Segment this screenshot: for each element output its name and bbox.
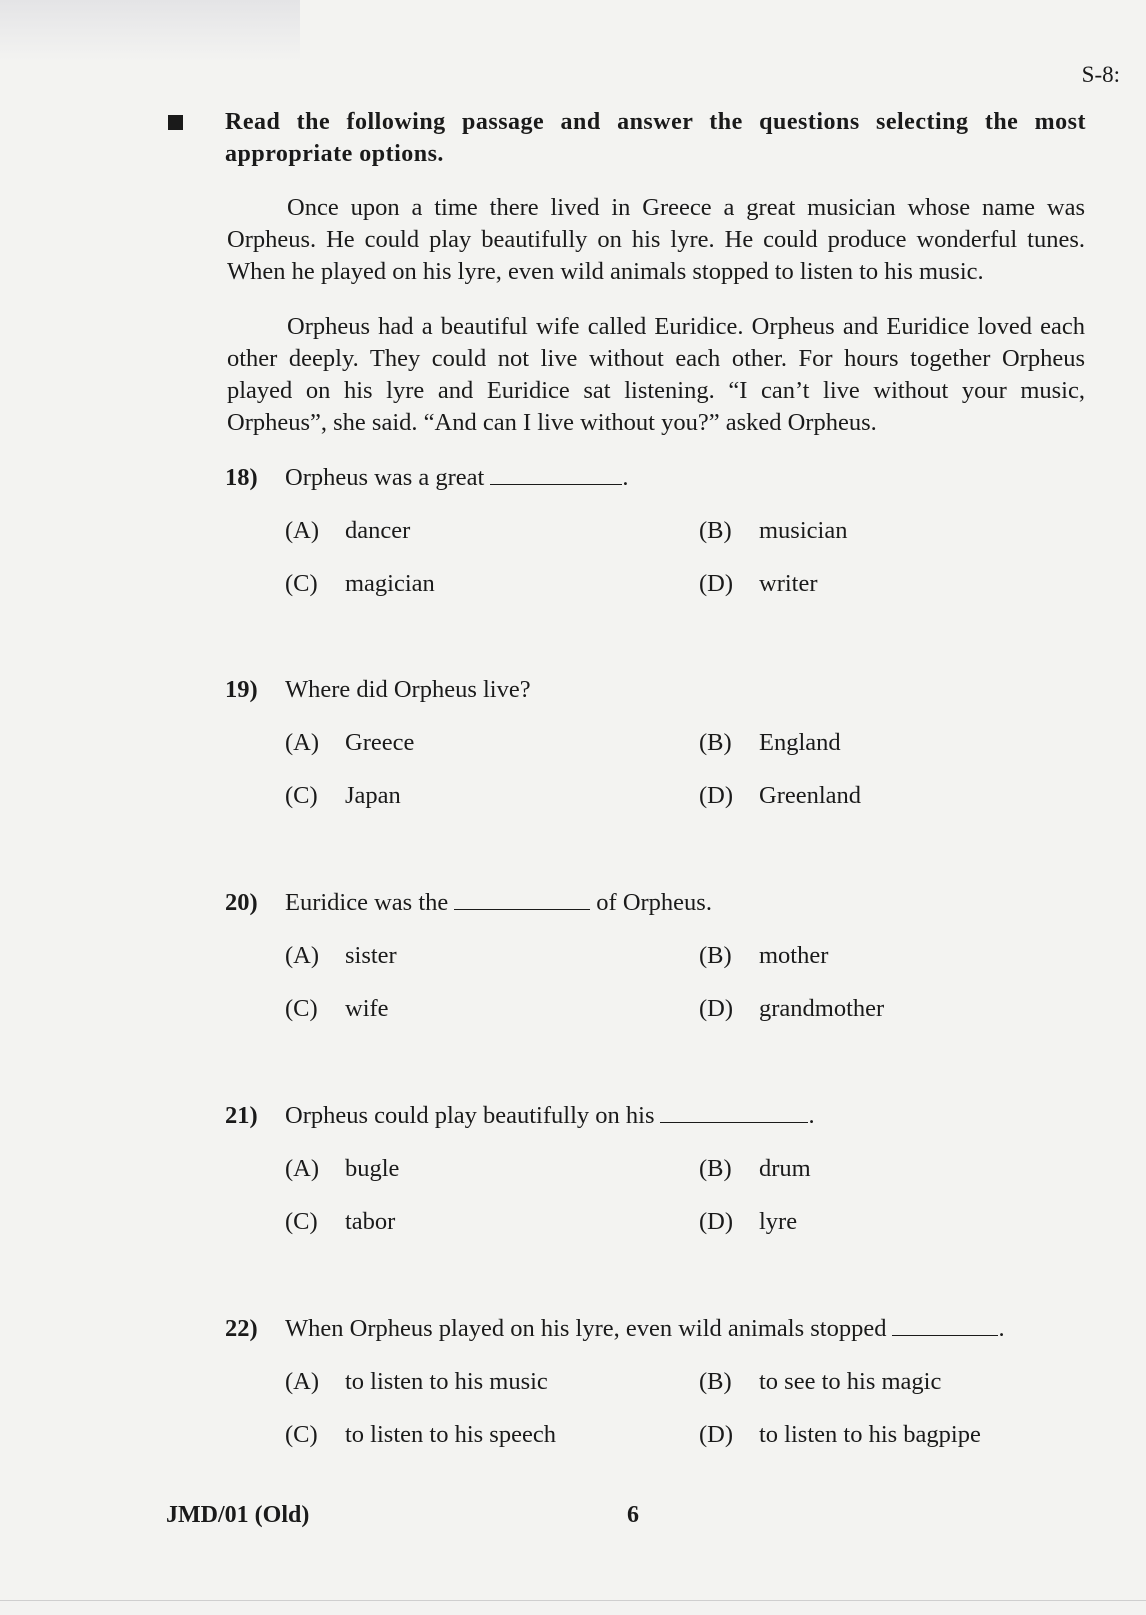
option-text: Japan [345,782,401,809]
option-label: (B) [699,517,732,544]
question-21 [225,1100,1085,1235]
option-text: dancer [345,517,411,544]
option-text: to see to his magic [759,1368,942,1395]
option-text: mother [759,942,829,969]
question-text-after: . [622,464,629,491]
question-18 [225,462,1085,597]
option-text: tabor [345,1208,396,1235]
option-label: (A) [285,1368,320,1395]
option-label: (B) [699,1155,732,1182]
answer-blank [454,887,590,910]
option-a[interactable] [285,727,414,759]
answer-blank [892,1313,998,1336]
option-label: (D) [699,570,734,597]
instruction-block [168,106,1086,170]
option-d[interactable] [699,780,861,812]
option-c[interactable] [285,1206,395,1238]
option-c[interactable] [285,1419,556,1451]
option-b[interactable] [699,727,841,759]
option-text: to listen to his bagpipe [759,1421,981,1448]
option-b[interactable] [699,940,828,972]
option-label: (D) [699,995,734,1022]
option-c[interactable] [285,780,401,812]
option-d[interactable] [699,993,884,1025]
option-text: to listen to his speech [345,1421,556,1448]
paper-code: S-8: [1081,62,1120,87]
option-text: to listen to his music [345,1368,548,1395]
option-d[interactable] [699,1419,981,1451]
question-19 [225,674,1085,809]
option-c[interactable] [285,993,389,1025]
question-22 [225,1313,1085,1448]
option-a[interactable] [285,1366,548,1398]
option-text: England [759,729,841,756]
question-text-after: . [808,1102,815,1129]
option-label: (C) [285,1208,318,1235]
question-number: 20) [225,889,258,916]
question-number: 18) [225,464,258,491]
scan-shadow [0,0,300,60]
question-text-before: Where did Orpheus live? [285,676,531,703]
option-label: (C) [285,570,318,597]
option-text: bugle [345,1155,400,1182]
question-number: 21) [225,1102,258,1129]
question-text [285,674,531,706]
question-text-before: Orpheus was a great [285,464,485,491]
question-number: 22) [225,1315,258,1342]
question-text [285,887,712,919]
question-text-before: When Orpheus played on his lyre, even wild animals stopped [285,1315,887,1342]
passage-paragraph-2: Orpheus had a beautiful wife called Euridice. Orpheus and Euridice loved each other deeply. They could not live without each other. For hours together Orpheus played on his lyre and Euridice sat listening. “I can’t live without your music, Orpheus”, she said. “And can I live without you?” asked Orpheus. [227,313,1085,436]
option-label: (D) [699,1421,734,1448]
option-text: magician [345,570,435,597]
option-label: (C) [285,782,318,809]
instruction-text: Read the following passage and answer the questions selecting the most appropriate options. [225,109,1086,167]
option-label: (A) [285,517,320,544]
option-text: wife [345,995,389,1022]
question-text-before: Euridice was the [285,889,449,916]
option-text: musician [759,517,848,544]
option-label: (B) [699,729,732,756]
option-b[interactable] [699,1366,941,1398]
option-b[interactable] [699,515,847,547]
bottom-divider [0,1600,1146,1601]
answer-blank [660,1100,808,1123]
option-a[interactable] [285,515,410,547]
option-a[interactable] [285,940,397,972]
option-label: (B) [699,1368,732,1395]
question-number: 19) [225,676,258,703]
option-text: writer [759,570,818,597]
option-label: (A) [285,942,320,969]
option-label: (C) [285,1421,318,1448]
option-label: (D) [699,782,734,809]
option-text: drum [759,1155,811,1182]
option-label: (A) [285,729,320,756]
footer-paper-code: JMD/01 (Old) [166,1502,310,1528]
option-b[interactable] [699,1153,811,1185]
question-text-after: . [998,1315,1005,1342]
question-text-before: Orpheus could play beautifully on his [285,1102,655,1129]
page-number: 6 [627,1502,639,1528]
option-d[interactable] [699,1206,797,1238]
option-text: sister [345,942,397,969]
option-text: lyre [759,1208,798,1235]
option-text: grandmother [759,995,885,1022]
option-a[interactable] [285,1153,399,1185]
question-text [285,1313,1005,1345]
option-text: Greece [345,729,415,756]
question-text [285,1100,815,1132]
option-c[interactable] [285,568,435,600]
answer-blank [490,462,622,485]
passage-paragraph-1: Once upon a time there lived in Greece a great musician whose name was Orpheus. He could play beautifully on his lyre. He could produce wonderful tunes. When he played on his lyre, even wild animals stopped to listen to his music. [227,194,1085,285]
option-label: (D) [699,1208,734,1235]
option-label: (B) [699,942,732,969]
question-text-after: of Orpheus. [596,889,712,916]
option-text: Greenland [759,782,862,809]
option-label: (C) [285,995,318,1022]
option-label: (A) [285,1155,320,1182]
square-bullet-icon [168,115,183,130]
question-20 [225,887,1085,1022]
option-d[interactable] [699,568,818,600]
question-text [285,462,628,494]
